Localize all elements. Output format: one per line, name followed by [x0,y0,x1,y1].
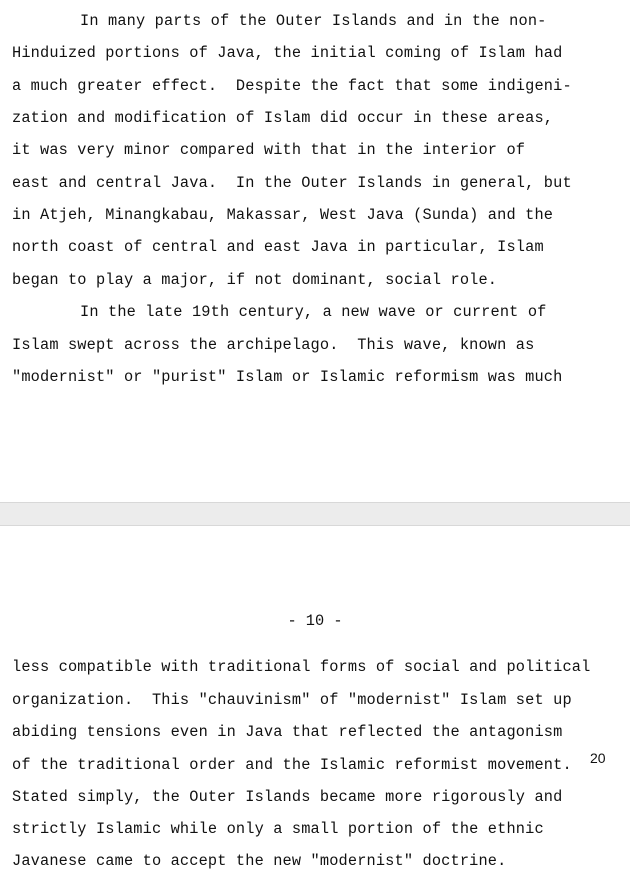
page-separator [0,502,630,526]
footnote-marker: 20 [590,750,606,766]
text-line: "modernist" or "purist" Islam or Islamic reformism was much [12,368,563,386]
text-line: Stated simply, the Outer Islands became more rigorously and [12,788,563,806]
page-number: - 10 - [287,612,343,630]
text-line: in Atjeh, Minangkabau, Makassar, West Java (Sunda) and the [12,206,554,224]
text-line: Javanese came to accept the new "modernist" doctrine. [12,852,507,870]
text-line: it was very minor compared with that in the interior of [12,141,526,159]
text-line: organization. This "chauvinism" of "modernist" Islam set up [12,691,572,709]
text-line: Hinduized portions of Java, the initial coming of Islam had [12,44,563,62]
text-line: Islam swept across the archipelago. This wave, known as [12,336,535,354]
text-line: zation and modification of Islam did occur in these areas, [12,109,554,127]
text-line: In many parts of the Outer Islands and in the non- [80,12,547,30]
text-line: In the late 19th century, a new wave or current of [80,303,547,321]
text-line: north coast of central and east Java in particular, Islam [12,238,544,256]
text-line: began to play a major, if not dominant, social role. [12,271,498,289]
text-line: less compatible with traditional forms of social and political [12,658,591,676]
text-line: of the traditional order and the Islamic reformist movement. [12,756,572,774]
text-line: abiding tensions even in Java that reflected the antagonism [12,723,563,741]
text-line: a much greater effect. Despite the fact that some indigeni- [12,77,572,95]
text-line: east and central Java. In the Outer Islands in general, but [12,174,572,192]
page-bottom [0,526,630,875]
text-line: strictly Islamic while only a small portion of the ethnic [12,820,544,838]
